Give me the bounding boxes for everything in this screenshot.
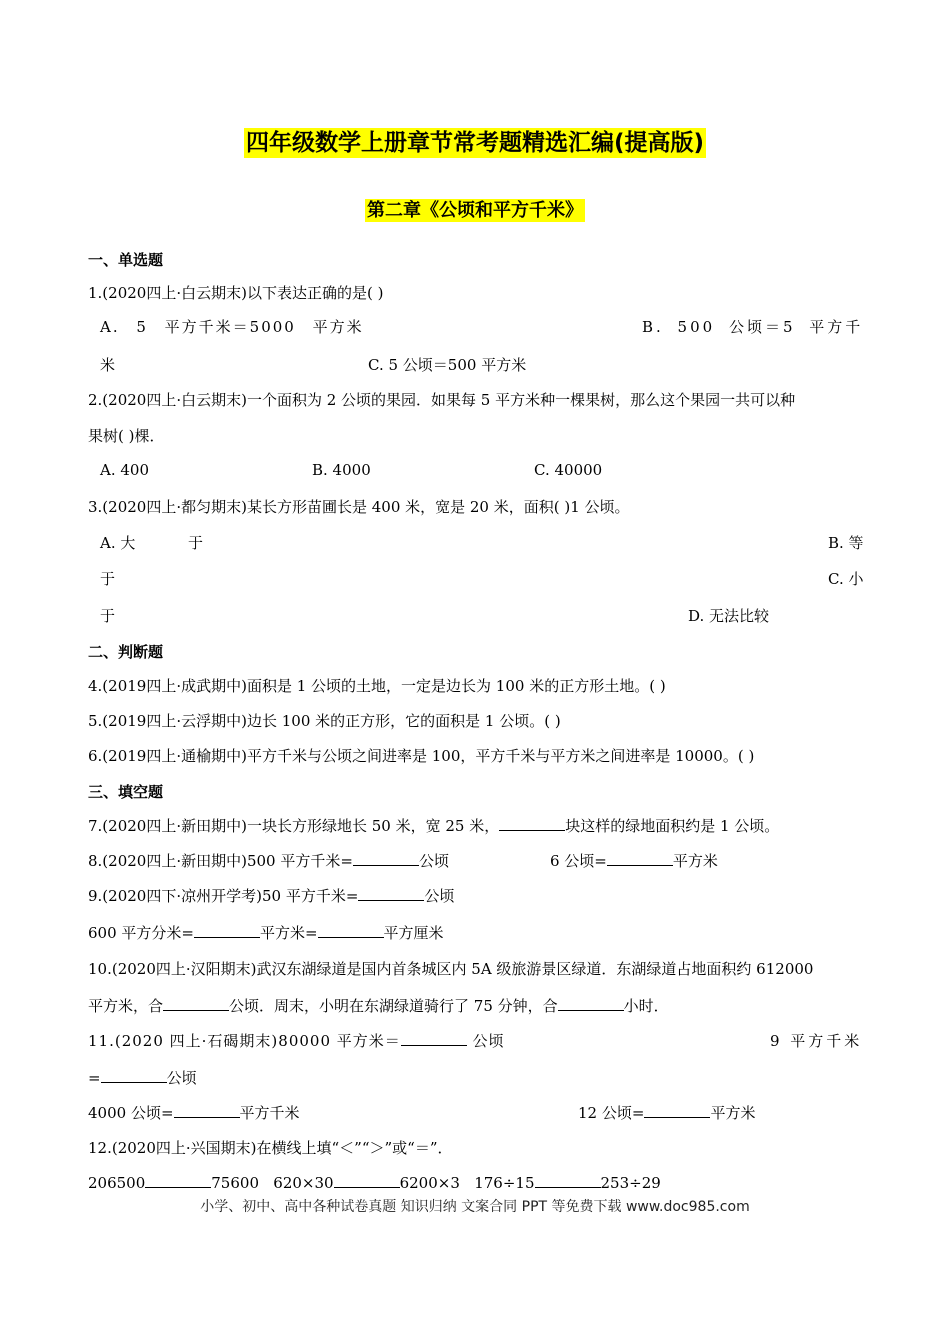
question-12-item-b-right: 6200×3	[399, 1174, 460, 1192]
question-9-unit: 公顷	[424, 887, 455, 905]
question-2-stem: 2.(2020四上·白云期末)一个面积为 2 公顷的果园．如果每 5 平方米种一棵果树，那么这个果园一共可以种	[88, 391, 796, 409]
question-11-line2-eq: =	[88, 1069, 101, 1087]
answer-blank[interactable]	[318, 923, 384, 938]
question-11-line3-text: 4000 公顷=	[88, 1104, 174, 1122]
question-7-text-end: 块这样的绿地面积约是 1 公顷。	[565, 817, 780, 835]
question-8-right-unit: 平方米	[672, 852, 718, 870]
question-8-left	[88, 850, 449, 871]
question-11-line3-unit: 平方千米	[239, 1104, 300, 1122]
question-10-text: 平方米，合	[88, 997, 164, 1015]
question-12-item-a-right: 75600	[211, 1174, 259, 1192]
question-2-option-a: A. 400	[100, 461, 149, 479]
question-2-stem-line2: 果树( )棵．	[88, 427, 165, 445]
question-9-line2	[88, 922, 444, 943]
question-8-text: 8.(2020四上·新田期中)500 平方千米=	[88, 852, 353, 870]
question-1-stem: 1.(2020四上·白云期末)以下表达正确的是( )	[88, 284, 384, 302]
answer-blank[interactable]	[401, 1031, 467, 1046]
answer-blank[interactable]	[353, 851, 419, 866]
question-11-right: 9 平方千米	[770, 1032, 863, 1050]
question-12-items	[88, 1173, 661, 1192]
question-3-option-c-tail: 于	[100, 607, 116, 625]
question-3-stem: 3.(2020四上·都匀期末)某长方形苗圃长是 400 米，宽是 20 米，面积( )1 公顷。	[88, 498, 630, 516]
question-3-option-c: C. 小	[828, 570, 864, 588]
question-11-line3-right-text: 12 公顷=	[578, 1104, 645, 1122]
answer-blank[interactable]	[558, 996, 624, 1011]
footer-watermark: 小学、初中、高中各种试卷真题 知识归纳 文案合同 PPT 等免费下载 www.doc985.com	[200, 1199, 750, 1215]
question-8-unit: 公顷	[418, 852, 449, 870]
section-heading-true-false: 二、判断题	[88, 643, 164, 661]
question-7	[88, 815, 779, 836]
answer-blank[interactable]	[644, 1103, 710, 1118]
question-11-line2	[88, 1067, 197, 1088]
question-1-option-b: B. 500 公顷＝5 平方千	[642, 318, 864, 336]
question-5: 5.(2019四上·云浮期中)边长 100 米的正方形，它的面积是 1 公顷。( )	[88, 712, 561, 730]
answer-blank[interactable]	[101, 1068, 167, 1083]
answer-blank[interactable]	[607, 851, 673, 866]
question-9-text: 9.(2020四下·凉州开学考)50 平方千米=	[88, 887, 359, 905]
question-3-option-d: D. 无法比较	[688, 607, 770, 625]
answer-blank[interactable]	[194, 923, 260, 938]
answer-blank[interactable]	[535, 1173, 601, 1188]
question-1-option-b-tail: 米	[100, 356, 116, 374]
question-12-item-a-left: 206500	[88, 1174, 146, 1192]
question-12: 12.(2020四上·兴国期末)在横线上填“＜”“＞”或“＝”．	[88, 1139, 453, 1157]
section-heading-single-choice: 一、单选题	[88, 251, 164, 269]
document-title: 四年级数学上册章节常考题精选汇编(提高版)	[245, 130, 705, 156]
question-11-text: 11.(2020 四上·石碣期末)80000 平方米＝	[88, 1032, 401, 1050]
answer-blank[interactable]	[334, 1173, 400, 1188]
question-11-line3-right-unit: 平方米	[710, 1104, 756, 1122]
question-10-mid: 公顷．周末，小明在东湖绿道骑行了 75 分钟，合	[229, 997, 558, 1015]
question-9-line2-text: 600 平方分米=	[88, 924, 194, 942]
question-11	[88, 1030, 505, 1051]
answer-blank[interactable]	[499, 816, 565, 831]
question-10-line2	[88, 995, 669, 1016]
question-2-option-c: C. 40000	[534, 461, 603, 479]
question-8-right-text: 6 公顷=	[550, 852, 607, 870]
answer-blank[interactable]	[145, 1173, 211, 1188]
question-3-option-b: B. 等	[828, 534, 864, 552]
question-1-option-a: A. 5 平方千米＝5000 平方米	[100, 318, 364, 336]
question-12-item-c-left: 176÷15	[474, 1174, 535, 1192]
question-7-text: 7.(2020四上·新田期中)一块长方形绿地长 50 米，宽 25 米，	[88, 817, 500, 835]
question-4: 4.(2019四上·成武期中)面积是 1 公顷的土地，一定是边长为 100 米的正方形土地。( )	[88, 677, 666, 695]
answer-blank[interactable]	[163, 996, 229, 1011]
question-2-option-b: B. 4000	[312, 461, 371, 479]
answer-blank[interactable]	[358, 886, 424, 901]
question-3-option-b-tail: 于	[100, 570, 116, 588]
question-1-option-c: C. 5 公顷＝500 平方米	[368, 356, 527, 374]
question-3-option-a-tail: 于	[188, 534, 204, 552]
chapter-title: 第二章《公顷和平方千米》	[367, 200, 583, 221]
question-9	[88, 885, 454, 906]
question-9-line2-mid: 平方米=	[259, 924, 318, 942]
section-heading-fill-in: 三、填空题	[88, 783, 164, 801]
question-12-item-c-right: 253÷29	[600, 1174, 661, 1192]
question-12-item-b-left: 620×30	[273, 1174, 334, 1192]
question-10: 10.(2020四上·汉阳期末)武汉东湖绿道是国内首条城区内 5A 级旅游景区绿道．东湖绿道占地面积约 612000	[88, 960, 814, 978]
question-11-line3-left	[88, 1102, 300, 1123]
question-9-line2-end: 平方厘米	[383, 924, 444, 942]
question-3-option-a: A. 大	[100, 534, 136, 552]
question-11-line3-right	[578, 1102, 755, 1123]
question-10-end: 小时．	[623, 997, 669, 1015]
answer-blank[interactable]	[174, 1103, 240, 1118]
question-11-line2-unit: 公顷	[166, 1069, 197, 1087]
question-11-unit: 公顷	[472, 1032, 505, 1050]
question-6: 6.(2019四上·通榆期中)平方千米与公顷之间进率是 100，平方千米与平方米之间进率是 10000。( )	[88, 747, 755, 765]
question-8-right	[550, 850, 718, 871]
